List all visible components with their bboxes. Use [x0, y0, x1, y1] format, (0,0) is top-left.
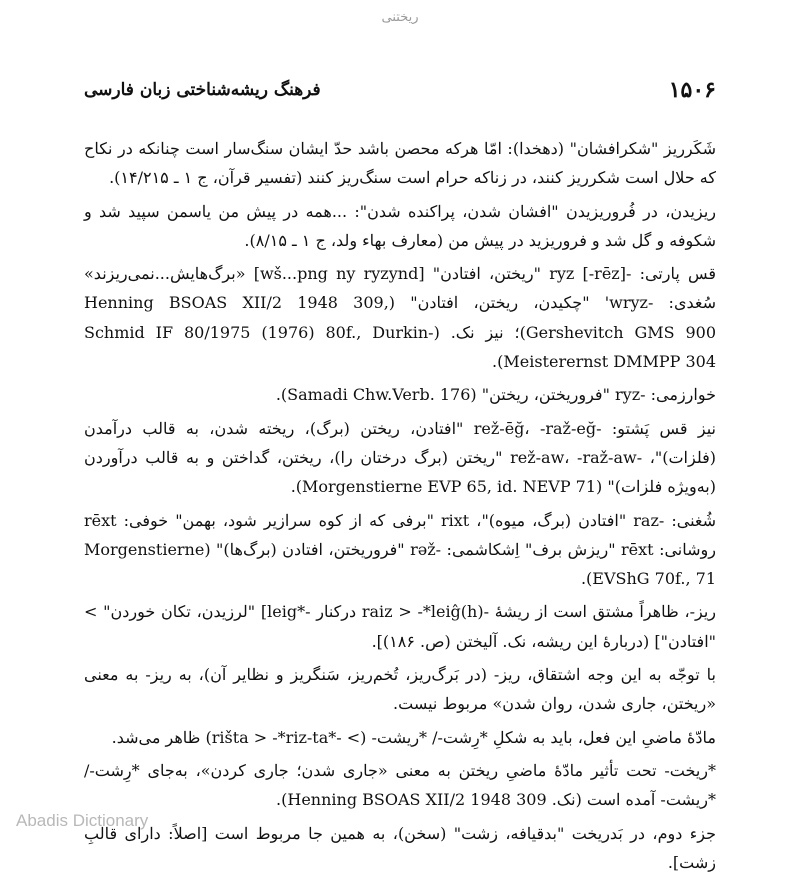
paragraph: شَکَرریز "شکرافشان" (دهخدا): امّا هرکه محصن باشد حدّ ایشان سنگ‌سار است چنانکه در نکاح که حلال است شکرریز کنند، در زناکه حرام است سنگ‌ریز کنند (تفسیر قرآن، ج ۱ ـ ۱۴/۲۱۵). [84, 139, 716, 188]
paragraph: *ریخت- تحت تأثیر مادّهٔ ماضیِ ریختن به معنی «جاری شدن؛ جاری کردن»، به‌جای *رِشت-/ *ریشت- آمده است (نک. Henning BSOAS XII/2 1948 309). [84, 760, 716, 810]
page-number: ۱۵۰۶ [668, 77, 716, 103]
paragraph: با توجّه به این وجه اشتقاق، ریز- (در بَرگ‌ریز، تُخم‌ریز، سَنگریز و نظایر آن)، به ریز- به معنی «ریختن، جاری شدن، روان شدن» مربوط نیست. [84, 665, 716, 714]
paragraph: ریز-، ظاهراً مشتق است از ریشهٔ -raiz > -*leiĝ(h) درکنار -*leig] "لرزیدن، تکان خوردن" > "افتادن"] (دربارهٔ این ریشه، نک. آلیختن (ص. ۱۸۶)]. [84, 602, 717, 651]
paragraph: جزء دوم، در بَدریخت "بدقیافه، زشت" (سخن)، به همین جا مربوط است [اصلاً: دارای قالبِ زشت]. [84, 823, 716, 872]
entry-body [84, 134, 716, 881]
page-header [84, 76, 716, 104]
book-title: فرهنگ ریشه‌شناختی زبان فارسی [84, 80, 321, 100]
paragraph: نیز قس پَشتو: -rež-ēğ، -raž-eğ "افتادن، ریختن (برگ)، ریخته شدن، به قالب درآمدن (فلزات)"، -rež-aw، -raž-aw "ریختن (برگ درختان را)، ریختن، گداختن و به قالب درآوردن (به‌ویژه فلزات)" (Morgenstierne EVP 65, id. NEVP 71). [84, 418, 717, 497]
paragraph: مادّهٔ ماضیِ این فعل، باید به شکلِ *رِشت-/ *ریشت- (> -*rišta > -*riz-ta) ظاهر می‌شد. [111, 727, 716, 747]
paragraph: خوارزمی: -ryz "فروریختن، ریختن" (Samadi Chw.Verb. 176). [275, 385, 716, 405]
paragraph: شُغنی: -raz "افتادن (برگ، میوه)"، rixt "برفی که از کوه سرازیر شود، بهمن" خوفی: rēxt روشانی: rēxt "ریزش برف" اِشکاشمی: -rəž "فروریختن، افتادن (برگ‌ها)" (Morgenstierne EVShG 70f., 71). [84, 510, 717, 589]
paragraph: ریزیدن، در فُروریزیدن "افشان شدن، پراکنده شدن": ...همه در پیش من یاسمن سپید شد و شکوفه و گل شد و فروریزید در پیش من (معارف بهاء ولد، ج ۱ ـ ۸/۱۵). [84, 201, 716, 250]
site-watermark: Abadis Dictionary [16, 811, 149, 830]
paragraph: قس پارتی: -ryz [-rēz] "ریختن، افتادن" [wš...png ny ryzynd] «برگ‌هایش...نمی‌ریزند» سُغدی: -wryz' "چکیدن، ریختن، افتادن" (Henning BSOAS XII/2 1948 309, Gershevitch GMS 900)؛ نیز نک. (Schmid IF 80/1975 (1976) 80f., Durkin-Meisterernst DMMPP 304). [84, 264, 717, 372]
entry-watermark: ریختنی [381, 10, 419, 25]
